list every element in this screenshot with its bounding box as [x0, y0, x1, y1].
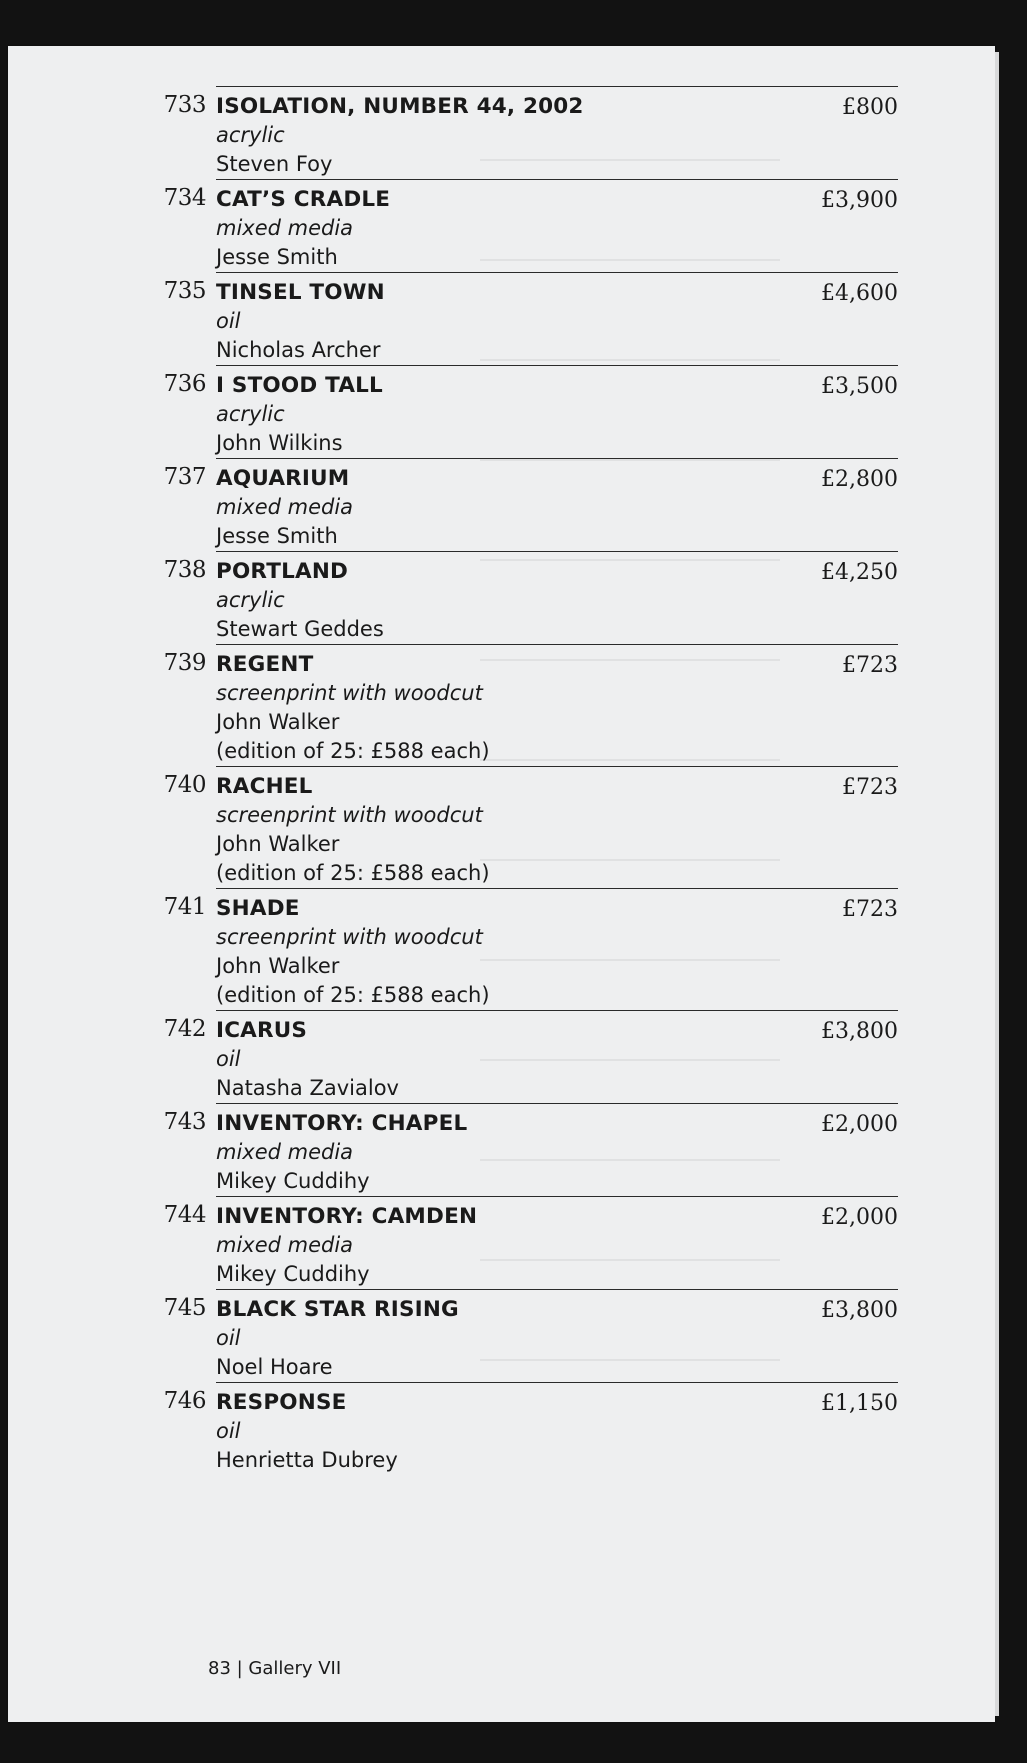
artwork-medium: oil: [216, 1047, 241, 1071]
artwork-medium: mixed media: [216, 216, 354, 240]
artwork-title: CAT’S CRADLE: [216, 187, 391, 212]
artist-name: John Walker: [216, 954, 340, 978]
artwork-title: AQUARIUM: [216, 466, 350, 491]
artwork-medium: screenprint with woodcut: [216, 925, 483, 949]
artist-name: Nicholas Archer: [216, 338, 381, 362]
lot-number: 743: [163, 1109, 206, 1135]
artist-name: Mikey Cuddihy: [216, 1262, 370, 1286]
artwork-price: £3,500: [821, 374, 898, 399]
lot-number: 734: [163, 185, 206, 211]
lot-entry: [163, 888, 898, 1010]
page-edge: [995, 52, 999, 1716]
artwork-title: INVENTORY: CAMDEN: [216, 1204, 478, 1229]
edition-note: (edition of 25: £588 each): [216, 861, 490, 885]
lot-number: 740: [163, 772, 206, 798]
lot-entry: [163, 1382, 898, 1475]
lot-entry: [163, 179, 898, 272]
artist-name: John Walker: [216, 710, 340, 734]
artwork-price: £723: [842, 775, 898, 800]
artwork-title: ISOLATION, NUMBER 44, 2002: [216, 94, 584, 119]
lot-entry: [163, 86, 898, 179]
lot-number: 744: [163, 1202, 206, 1228]
artwork-title: RACHEL: [216, 774, 313, 799]
lot-entry: [163, 551, 898, 644]
artwork-price: £2,800: [821, 467, 898, 492]
lot-number: 735: [163, 278, 206, 304]
artwork-medium: oil: [216, 1326, 241, 1350]
lot-number: 738: [163, 557, 206, 583]
artist-name: Henrietta Dubrey: [216, 1448, 398, 1472]
artwork-price: £2,000: [821, 1112, 898, 1137]
artwork-price: £2,000: [821, 1205, 898, 1230]
artist-name: Stewart Geddes: [216, 617, 384, 641]
artwork-price: £3,800: [821, 1298, 898, 1323]
artwork-medium: acrylic: [216, 402, 285, 426]
lot-entry: [163, 1010, 898, 1103]
artwork-title: RESPONSE: [216, 1390, 347, 1415]
artwork-medium: oil: [216, 309, 241, 333]
artwork-medium: screenprint with woodcut: [216, 803, 483, 827]
artwork-medium: screenprint with woodcut: [216, 681, 483, 705]
artwork-title: BLACK STAR RISING: [216, 1297, 459, 1322]
artist-name: Natasha Zavialov: [216, 1076, 399, 1100]
artwork-medium: acrylic: [216, 123, 285, 147]
lot-entry: [163, 1196, 898, 1289]
artwork-price: £1,150: [821, 1391, 898, 1416]
artwork-price: £3,800: [821, 1019, 898, 1044]
lot-number: 745: [163, 1295, 206, 1321]
artwork-medium: mixed media: [216, 495, 354, 519]
artist-name: Jesse Smith: [216, 245, 338, 269]
lot-entry: [163, 272, 898, 365]
artist-name: Jesse Smith: [216, 524, 338, 548]
artwork-medium: oil: [216, 1419, 241, 1443]
lot-list: [148, 86, 898, 1475]
lot-number: 739: [163, 650, 206, 676]
artwork-price: £4,250: [821, 560, 898, 585]
lot-entry: [163, 644, 898, 766]
artwork-title: PORTLAND: [216, 559, 349, 584]
lot-entry: [163, 766, 898, 888]
artwork-price: £723: [842, 897, 898, 922]
artwork-title: SHADE: [216, 896, 300, 921]
artwork-title: TINSEL TOWN: [216, 280, 385, 305]
page-footer: 83 | Gallery VII: [208, 1658, 342, 1679]
artwork-title: INVENTORY: CHAPEL: [216, 1111, 468, 1136]
lot-number: 733: [163, 92, 206, 118]
lot-number: 742: [163, 1016, 206, 1042]
lot-entry: [163, 1103, 898, 1196]
artwork-medium: mixed media: [216, 1233, 354, 1257]
artist-name: John Walker: [216, 832, 340, 856]
edition-note: (edition of 25: £588 each): [216, 983, 490, 1007]
artwork-title: ICARUS: [216, 1018, 308, 1043]
artwork-price: £723: [842, 653, 898, 678]
artwork-price: £3,900: [821, 188, 898, 213]
artwork-medium: acrylic: [216, 588, 285, 612]
lot-entry: [163, 458, 898, 551]
lot-entry: [163, 365, 898, 458]
lot-number: 736: [163, 371, 206, 397]
lot-number: 746: [163, 1388, 206, 1414]
lot-number: 741: [163, 894, 206, 920]
lot-number: 737: [163, 464, 206, 490]
artwork-price: £800: [842, 95, 898, 120]
artist-name: John Wilkins: [216, 431, 343, 455]
artist-name: Noel Hoare: [216, 1355, 333, 1379]
artist-name: Steven Foy: [216, 152, 333, 176]
lot-entry: [163, 1289, 898, 1382]
artist-name: Mikey Cuddihy: [216, 1169, 370, 1193]
artwork-medium: mixed media: [216, 1140, 354, 1164]
edition-note: (edition of 25: £588 each): [216, 739, 490, 763]
artwork-title: I STOOD TALL: [216, 373, 383, 398]
artwork-price: £4,600: [821, 281, 898, 306]
artwork-title: REGENT: [216, 652, 314, 677]
